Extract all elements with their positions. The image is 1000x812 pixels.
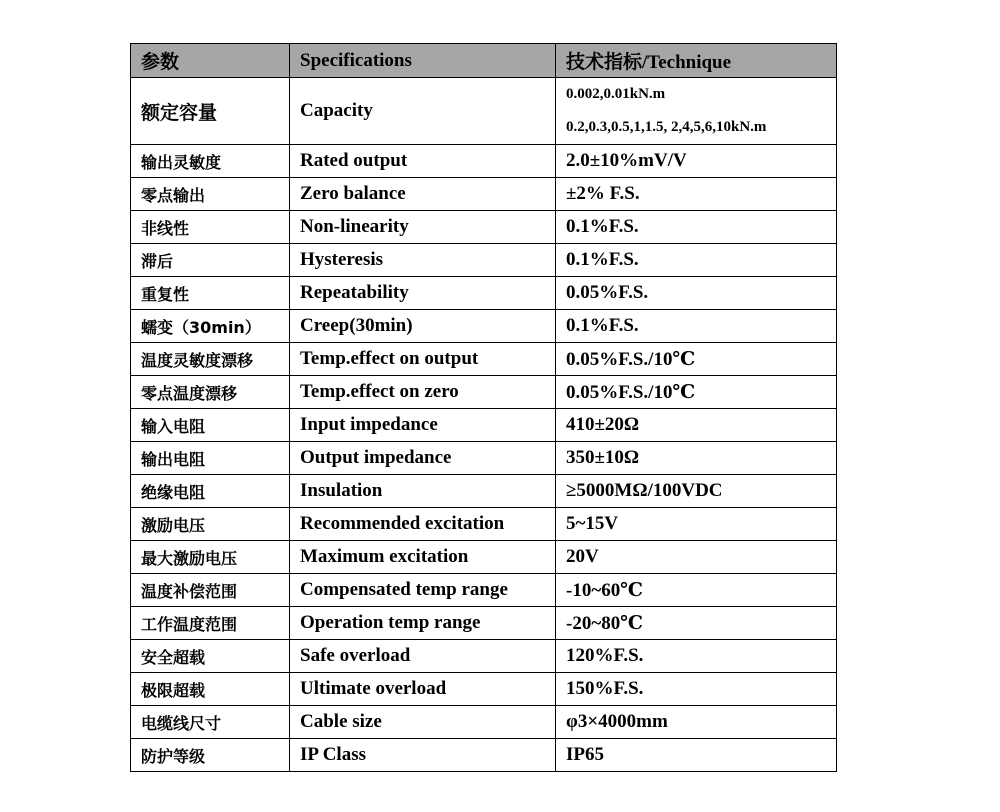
- param-label-en: Safe overload: [290, 640, 556, 673]
- param-label-en: Input impedance: [290, 409, 556, 442]
- param-value: -10~60℃: [556, 574, 837, 607]
- table-row: [131, 739, 837, 772]
- param-label-zh: 输出电阻: [131, 442, 290, 475]
- table-row: [131, 343, 837, 376]
- capacity-value-line-1: 0.002,0.01kN.m: [566, 86, 666, 102]
- param-label-en: Ultimate overload: [290, 673, 556, 706]
- param-value: 120%F.S.: [556, 640, 837, 673]
- param-label-en: Rated output: [290, 145, 556, 178]
- param-value: 2.0±10%mV/V: [556, 145, 837, 178]
- table-row: [131, 442, 837, 475]
- capacity-label-zh: 额定容量: [131, 78, 290, 145]
- table-row: [131, 640, 837, 673]
- param-label-zh: 零点输出: [131, 178, 290, 211]
- param-label-en: Output impedance: [290, 442, 556, 475]
- param-label-en: Cable size: [290, 706, 556, 739]
- param-label-zh: 温度灵敏度漂移: [131, 343, 290, 376]
- param-value: 20V: [556, 541, 837, 574]
- param-label-zh: 蠕变（30min）: [131, 310, 290, 343]
- table-row: [131, 508, 837, 541]
- param-label-zh: 激励电压: [131, 508, 290, 541]
- param-value: 410±20Ω: [556, 409, 837, 442]
- table-row-capacity: [131, 78, 837, 145]
- param-label-en: Compensated temp range: [290, 574, 556, 607]
- header-parameter: 参数: [131, 44, 290, 78]
- param-value: -20~80℃: [556, 607, 837, 640]
- param-label-zh: 滞后: [131, 244, 290, 277]
- param-label-en: Temp.effect on output: [290, 343, 556, 376]
- param-label-zh: 极限超载: [131, 673, 290, 706]
- param-label-zh: 非线性: [131, 211, 290, 244]
- param-label-zh: 工作温度范围: [131, 607, 290, 640]
- param-label-zh: 零点温度漂移: [131, 376, 290, 409]
- table-row: [131, 277, 837, 310]
- param-value: 0.1%F.S.: [556, 211, 837, 244]
- param-label-zh: 安全超载: [131, 640, 290, 673]
- param-value: 0.1%F.S.: [556, 244, 837, 277]
- table-row: [131, 706, 837, 739]
- specifications-table: [130, 43, 837, 772]
- table-row: [131, 178, 837, 211]
- param-label-en: Insulation: [290, 475, 556, 508]
- param-label-en: Repeatability: [290, 277, 556, 310]
- param-label-zh: 重复性: [131, 277, 290, 310]
- table-row: [131, 310, 837, 343]
- table-row: [131, 244, 837, 277]
- table-row: [131, 475, 837, 508]
- param-value: 0.1%F.S.: [556, 310, 837, 343]
- param-label-zh: 防护等级: [131, 739, 290, 772]
- param-value: IP65: [556, 739, 837, 772]
- header-specifications: Specifications: [290, 44, 556, 78]
- table-row: [131, 409, 837, 442]
- table-row: [131, 145, 837, 178]
- table-row: [131, 673, 837, 706]
- param-label-en: Non-linearity: [290, 211, 556, 244]
- param-label-zh: 温度补偿范围: [131, 574, 290, 607]
- param-value: 0.05%F.S.: [556, 277, 837, 310]
- header-technique: 技术指标/Technique: [556, 44, 837, 78]
- param-value: φ3×4000mm: [556, 706, 837, 739]
- table-row: [131, 376, 837, 409]
- param-value: 0.05%F.S./10℃: [556, 343, 837, 376]
- param-label-zh: 输出灵敏度: [131, 145, 290, 178]
- table-row: [131, 607, 837, 640]
- param-label-en: IP Class: [290, 739, 556, 772]
- table-row: [131, 574, 837, 607]
- param-value: 350±10Ω: [556, 442, 837, 475]
- param-label-zh: 电缆线尺寸: [131, 706, 290, 739]
- param-value: 0.05%F.S./10℃: [556, 376, 837, 409]
- param-label-en: Hysteresis: [290, 244, 556, 277]
- header-row: [131, 44, 837, 78]
- capacity-label-en: Capacity: [290, 78, 556, 145]
- param-label-zh: 绝缘电阻: [131, 475, 290, 508]
- param-label-zh: 最大激励电压: [131, 541, 290, 574]
- param-label-en: Creep(30min): [290, 310, 556, 343]
- table-row: [131, 211, 837, 244]
- param-value: ≥5000MΩ/100VDC: [556, 475, 837, 508]
- param-value: 150%F.S.: [556, 673, 837, 706]
- param-value: 5~15V: [556, 508, 837, 541]
- param-value: ±2% F.S.: [556, 178, 837, 211]
- param-label-en: Maximum excitation: [290, 541, 556, 574]
- param-label-en: Recommended excitation: [290, 508, 556, 541]
- param-label-zh: 输入电阻: [131, 409, 290, 442]
- table-row: [131, 541, 837, 574]
- capacity-value-line-2: 0.2,0.3,0.5,1,1.5, 2,4,5,6,10kN.m: [566, 119, 767, 135]
- param-label-en: Zero balance: [290, 178, 556, 211]
- param-label-en: Temp.effect on zero: [290, 376, 556, 409]
- param-label-en: Operation temp range: [290, 607, 556, 640]
- capacity-values: [556, 78, 837, 145]
